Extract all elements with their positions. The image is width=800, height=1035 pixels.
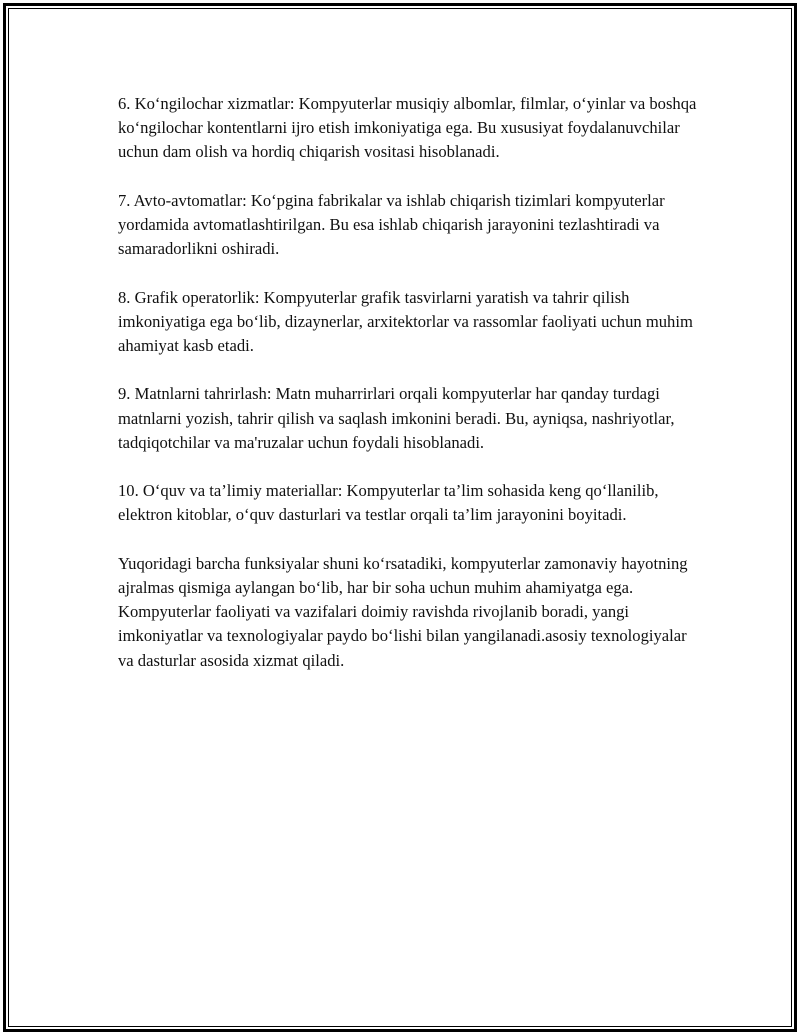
paragraph-text-editing: 9. Matnlarni tahrirlash: Matn muharrirlari orqali kompyuterlar har qanday turdagi matnlarni yozish, tahrir qilish va saqlash imkonini beradi. Bu, ayniqsa, nashriyotlar, tadqiqotchilar va ma'ruzalar uchun foydali hisoblanadi. — [118, 384, 675, 452]
paragraph-educational-materials: 10. O‘quv va ta’limiy materiallar: Kompyuterlar ta’lim sohasida keng qo‘llanilib, elektron kitoblar, o‘quv dasturlari va testlar orqali ta’lim jarayonini boyitadi. — [118, 481, 659, 525]
paragraph-automation: 7. Avto-avtomatlar: Ko‘pgina fabrikalar va ishlab chiqarish tizimlari kompyuterlar yordamida avtomatlashtirilgan. Bu esa ishlab chiqarish jarayonini tezlashtiradi va samaradorlikni oshiradi. — [118, 190, 665, 259]
paragraph-entertainment-services: 6. Ko‘ngilochar xizmatlar: Kompyuterlar musiqiy albomlar, filmlar, o‘yinlar va boshqa ko‘ngilochar kontentlarni ijro etish imkoniyatiga ega. Bu xususiyat foydalanuvchilar uchun dam olish va hordiq chiqarish vositasi hisoblanadi. — [118, 94, 697, 162]
document-body — [118, 92, 698, 697]
paragraph-conclusion: Yuqoridagi barcha funksiyalar shuni ko‘rsatadiki, kompyuterlar zamonaviy hayotning ajralmas qismiga aylangan bo‘lib, har bir soha uchun muhim ahamiyatga ega. Kompyuterlar faoliyati va vazifalari doimiy ravishda rivojlanib boradi, yangi imkoniyatlar va texnologiyalar paydo bo‘lishi bilan yangilanadi.asosiy texnologiyalar va dasturlar asosida xizmat qiladi. — [118, 553, 688, 670]
paragraph-graphic-operations: 8. Grafik operatorlik: Kompyuterlar grafik tasvirlarni yaratish va tahrir qilish imkoniyatiga ega bo‘lib, dizaynerlar, arxitektorlar va rassomlar faoliyati uchun muhim ahamiyat kasb etadi. — [118, 287, 693, 355]
